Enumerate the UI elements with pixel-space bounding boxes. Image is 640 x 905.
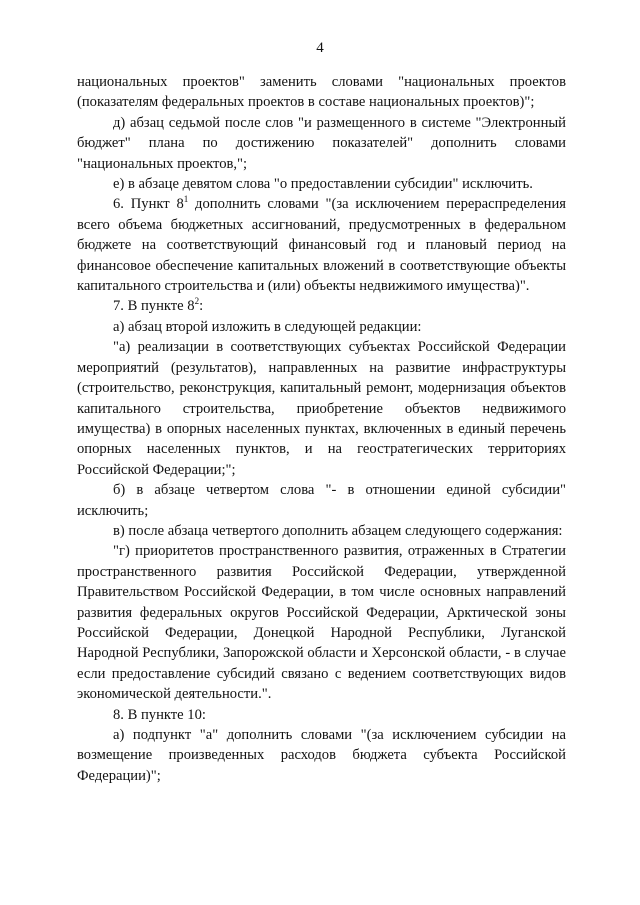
- paragraph-item-8: [77, 705, 566, 725]
- paragraph-quoted-a: [77, 337, 566, 480]
- paragraph-text: в) после абзаца четвертого дополнить абзацем следующего содержания:: [113, 522, 563, 539]
- document-body: [77, 72, 566, 786]
- paragraph-subitem-e: [77, 174, 566, 194]
- superscript: 1: [183, 194, 189, 205]
- paragraph-subitem-a-2: [77, 725, 566, 786]
- paragraph-text: а) подпункт "а" дополнить словами "(за исключением субсидии на возмещение произведенных расходов бюджета субъекта Российской Федерации)";: [77, 727, 566, 784]
- paragraph-text: 8. В пункте 10:: [113, 706, 206, 723]
- paragraph-item-7: [77, 296, 566, 316]
- paragraph-text: 7. В пункте 8: [113, 298, 195, 315]
- paragraph-text: б) в абзаце четвертом слова "- в отношении единой субсидии" исключить;: [77, 482, 566, 519]
- paragraph-subitem-b: [77, 480, 566, 521]
- paragraph-text: е) в абзаце девятом слова "о предоставлении субсидии" исключить.: [113, 176, 533, 193]
- paragraph-text: :: [199, 298, 204, 315]
- paragraph-item-6: [77, 194, 566, 296]
- paragraph-continuation: [77, 72, 566, 113]
- superscript: 2: [194, 296, 200, 307]
- paragraph-subitem-a: [77, 317, 566, 337]
- page-number: 4: [316, 40, 324, 56]
- paragraph-text: "г) приоритетов пространственного развития, отраженных в Стратегии пространственного развития Российской Федерации, утвержденной Правительством Российской Федерации, в том числе основных направлений развития федеральных округов Российской Федерации, Арктической зоны Российской Федерации, Донецкой Народной Республики, Луганской Народной Республики, Запорожской области и Херсонской области, - в случае если предоставление субсидий связано с ведением соответствующих видов экономической деятельности.".: [77, 543, 566, 703]
- paragraph-text: дополнить словами "(за исключением перераспределения всего объема бюджетных ассигнований, предусмотренных в федеральном бюджете на соответствующий финансовый год и плановый период на финансовое обеспечение капитальных вложений в соответствующие объекты капитального строительства и (или) объекты недвижимого имущества)".: [77, 196, 566, 295]
- paragraph-subitem-d: [77, 113, 566, 174]
- paragraph-text: д) абзац седьмой после слов "и размещенного в системе "Электронный бюджет" плана по достижению показателей" дополнить словами "национальных проектов,";: [77, 114, 566, 172]
- paragraph-quoted-g: [77, 541, 566, 704]
- paragraph-text: а) абзац второй изложить в следующей редакции:: [113, 318, 422, 335]
- paragraph-text: 6. Пункт 8: [113, 196, 184, 213]
- paragraph-text: "а) реализации в соответствующих субъектах Российской Федерации мероприятий (результатов), направленных на развитие инфраструктуры (строительство, реконструкция, капитальный ремонт, модернизация объектов капитального строительства, приобретение объектов недвижимого имущества) в опорных населенных пунктах, включенных в единый перечень опорных населенных пунктов, и на геостратегических территориях Российской Федерации;";: [77, 339, 566, 478]
- paragraph-text: национальных проектов" заменить словами "национальных проектов (показателям федеральных проектов в составе национальных проектов)";: [77, 74, 566, 111]
- paragraph-subitem-v: [77, 521, 566, 541]
